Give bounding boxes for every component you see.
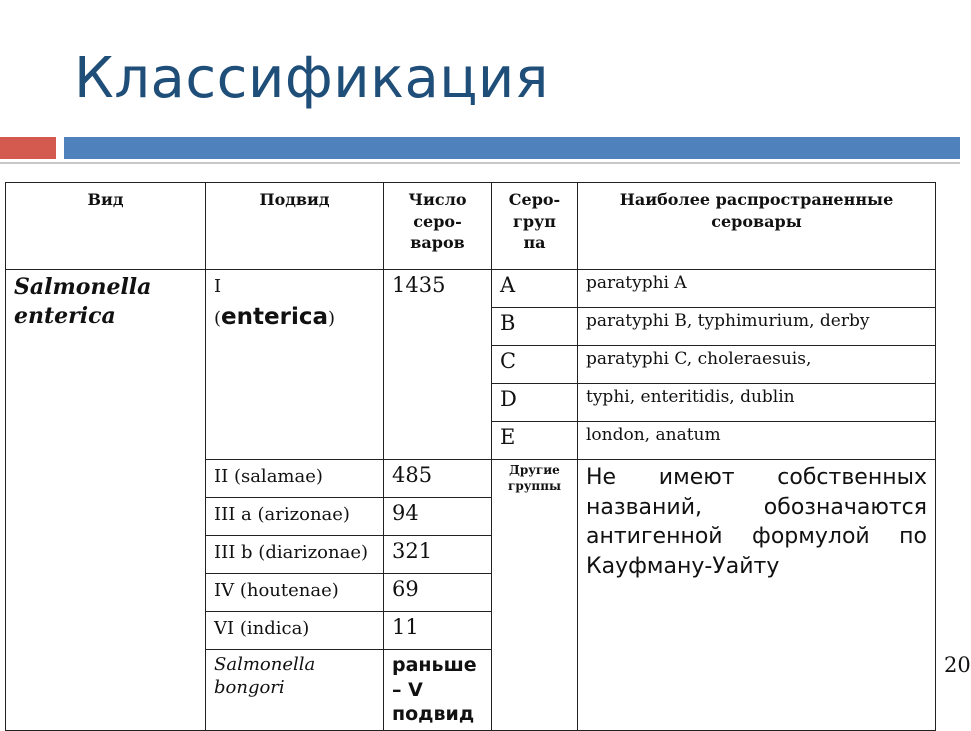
count-cell: 94 [384,498,492,536]
subspecies-cell: III a (arizonae) [206,498,384,536]
table-row: Salmonella bongori раньше – V подвид 20 [6,650,936,731]
divider-line [0,162,960,164]
serovars-cell: paratyphi B, typhimurium, derby [578,308,936,346]
other-groups-note: Не имеют собственных названий, обозначаются антигенной формулой по Кауфману-Уайту [578,460,936,731]
count-cell: 321 [384,536,492,574]
accent-bar-blue [64,137,960,159]
subspecies-cell: IV (houtenae) [206,574,384,612]
header-common-serovars: Наиболее распространенные серовары [578,183,936,270]
count-enterica: 1435 [384,270,492,460]
serogroup-cell: E [492,422,578,460]
subspecies-bongori: раньше – V подвид [384,650,492,731]
species-bongori: Salmonella bongori [206,650,384,731]
classification-table [5,182,971,731]
serovars-cell: typhi, enteritidis, dublin [578,384,936,422]
paren-open: ( [214,308,222,329]
serovars-cell: paratyphi C, choleraesuis, [578,346,936,384]
slide-title: Классификация [74,46,549,111]
header-row [6,183,936,270]
accent-bar-red [0,137,56,159]
header-serovar-count: Число серо- варов [384,183,492,270]
serogroup-cell: D [492,384,578,422]
count-cell: 485 [384,460,492,498]
subspecies-cell: III b (diarizonae) [206,536,384,574]
other-groups-label: Другие группы [492,460,578,731]
subspecies-name: enterica [221,304,328,330]
serovars-cell: paratyphi A [578,270,936,308]
header-subspecies: Подвид [206,183,384,270]
serogroup-cell: B [492,308,578,346]
count-cell: 69 [384,574,492,612]
subspecies-cell: II (salamae) [206,460,384,498]
paren-close: ) [327,308,336,329]
subspecies-roman: I [214,276,222,297]
header-species: Вид [6,183,206,270]
subspecies-enterica [206,270,384,460]
header-serogroup: Серо- груп па [492,183,578,270]
species-enterica: Salmonella enterica [6,270,206,731]
table-row [6,270,936,308]
serovars-cell: london, anatum [578,422,936,460]
serogroup-cell: C [492,346,578,384]
subspecies-cell: VI (indica) [206,612,384,650]
count-cell: 11 [384,612,492,650]
serogroup-cell: A [492,270,578,308]
